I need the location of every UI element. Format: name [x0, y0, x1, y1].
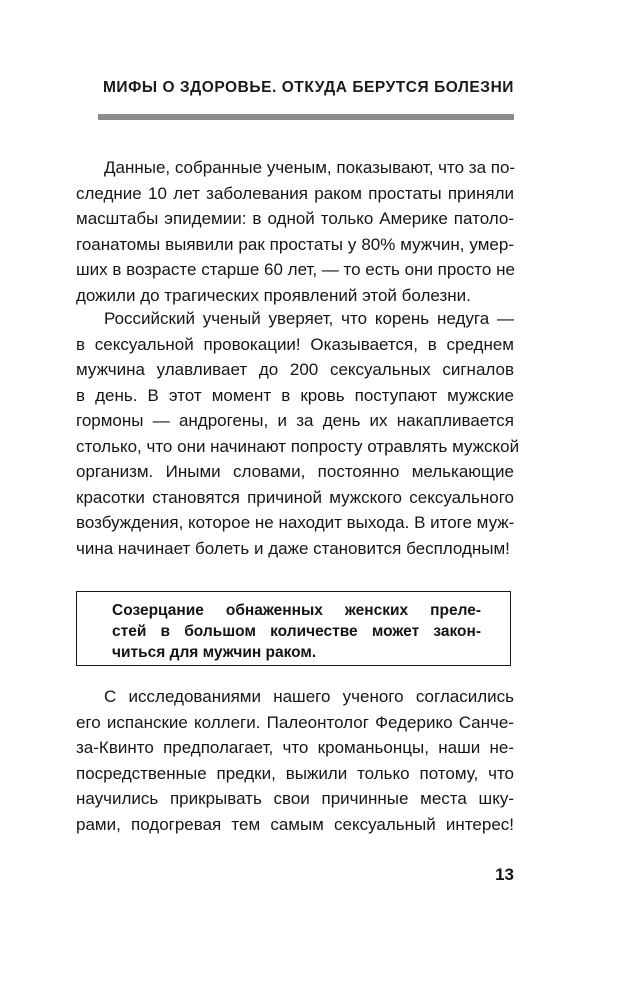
paragraph-3 [76, 684, 514, 837]
text-line: гормоны — андрогены, и за день их накапливается [76, 411, 514, 430]
text-line: рами, подогревая тем самым сексуальный интерес! [76, 814, 514, 834]
callout-line: читься для мужчин раком. [112, 644, 317, 661]
text-line: в день. В этот момент в кровь поступают мужские [76, 385, 514, 405]
text-line: С исследованиями нашего ученого согласились [104, 687, 514, 706]
text-line: посредственные предки, выжили только потому, что [76, 763, 514, 783]
text-line: в сексуальной провокации! Оказывается, в среднем [76, 334, 514, 354]
text-line: дожили до трагических проявлений этой болезни. [76, 285, 471, 305]
text-line: Российский ученый уверяет, что корень недуга — [104, 309, 514, 328]
text-line: масштабы эпидемии: в одной только Америке патоло- [76, 209, 514, 228]
header-rule [98, 114, 514, 120]
callout-line: стей в большом количестве может закон- [112, 623, 481, 640]
text-line: гоанатомы выявили рак простаты у 80% мужчин, умер- [76, 234, 514, 254]
paragraph-2 [76, 306, 520, 561]
text-line: за-Квинто предполагает, что кроманьонцы, наши не- [76, 738, 514, 757]
text-line: организм. Иными словами, постоянно мелькающие [76, 462, 514, 481]
callout-text [112, 600, 481, 663]
text-line: его испанские коллеги. Палеонтолог Федерико Санче- [76, 712, 514, 732]
callout-line: Созерцание обнаженных женских преле- [112, 602, 481, 619]
paragraph-1 [76, 155, 514, 308]
text-line: столько, что они начинают попросту отравлять мужской [76, 436, 520, 456]
running-head: МИФЫ О ЗДОРОВЬЕ. ОТКУДА БЕРУТСЯ БОЛЕЗНИ [102, 79, 514, 96]
page-number: 13 [495, 865, 514, 884]
text-line: возбуждения, которое не находит выхода. В итоге муж- [76, 513, 515, 532]
text-line: красотки становятся причиной мужского сексуального [76, 487, 514, 507]
text-line: Данные, собранные ученым, показывают, что за по- [104, 158, 516, 177]
text-line: мужчина улавливает до 200 сексуальных сигналов [76, 360, 514, 379]
text-line: ших в возрасте старше 60 лет, — то есть они просто не [76, 260, 515, 279]
text-line: научились прикрывать свои причинные места шку- [76, 789, 514, 808]
text-line: следние 10 лет заболевания раком простаты приняли [76, 183, 514, 203]
callout-box [76, 591, 511, 666]
text-line: чина начинает болеть и даже становится бесплодным! [76, 538, 510, 558]
